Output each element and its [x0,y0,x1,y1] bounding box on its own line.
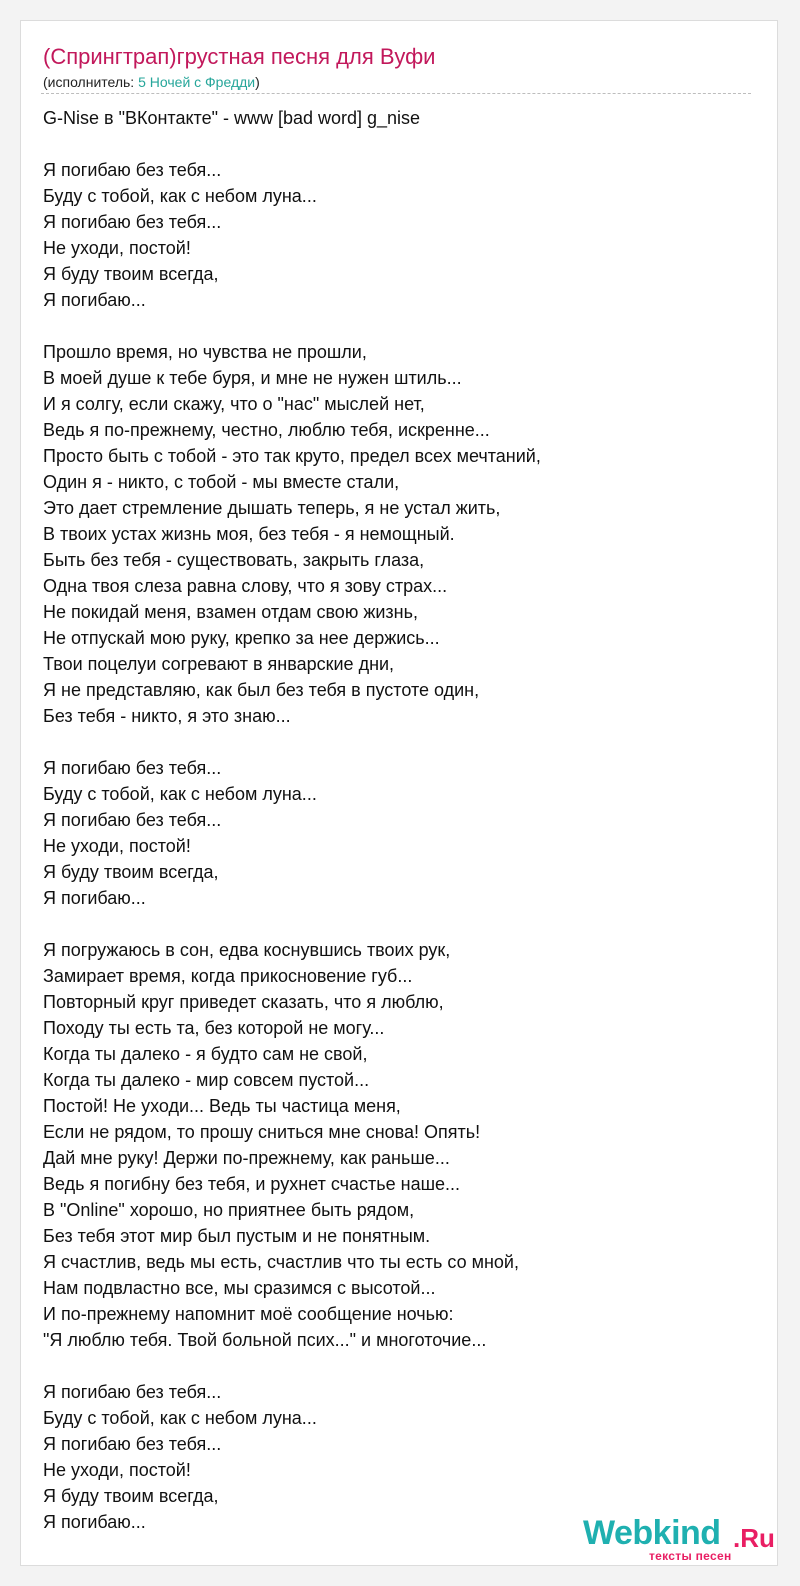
lyrics-line: Я погибаю... [43,290,146,310]
lyrics-line: Быть без тебя - существовать, закрыть глаза, [43,550,425,570]
lyrics-stanza [43,937,743,1353]
lyrics-line: "Я люблю тебя. Твой больной псих..." и многоточие... [43,1330,487,1350]
lyrics-stanza [43,157,743,313]
logo-tld-text: .Ru [733,1523,775,1553]
artist-prefix: (исполнитель: [43,74,139,90]
lyrics-line: Я погибаю... [43,888,146,908]
lyrics-line: Твои поцелуи согревают в январские дни, [43,654,395,674]
lyrics-line: Я буду твоим всегда, [43,1486,219,1506]
lyrics-line: В "Online" хорошо, но приятнее быть рядом, [43,1200,415,1220]
lyrics-line: Когда ты далеко - я будто сам не свой, [43,1044,368,1064]
logo-subtitle: тексты песен [649,1549,732,1563]
lyrics-stanza [43,1379,743,1535]
lyrics-line: Я не представляю, как был без тебя в пустоте один, [43,680,480,700]
song-title: (Спрингтрап)грустная песня для Вуфи [43,44,436,69]
lyrics-line: Без тебя этот мир был пустым и не понятным. [43,1226,431,1246]
lyrics-line: Не уходи, постой! [43,836,191,856]
lyrics-line: Постой! Не уходи... Ведь ты частица меня, [43,1096,401,1116]
lyrics-line: Походу ты есть та, без которой не могу... [43,1018,385,1038]
lyrics-line: Ведь я погибну без тебя, и рухнет счастье наше... [43,1174,461,1194]
lyrics-line: Когда ты далеко - мир совсем пустой... [43,1070,370,1090]
artist-suffix: ) [255,74,260,90]
artist-line [43,73,260,91]
title-divider [41,93,751,94]
lyrics-line: Дай мне руку! Держи по-прежнему, как раньше... [43,1148,450,1168]
lyrics-line: Замирает время, когда прикосновение губ... [43,966,413,986]
lyrics-line: Один я - никто, с тобой - мы вместе стали, [43,472,400,492]
lyrics-line: И я солгу, если скажу, что о "нас" мыслей нет, [43,394,425,414]
lyrics-line: Я погибаю без тебя... [43,1434,222,1454]
lyrics-line: Я буду твоим всегда, [43,862,219,882]
lyrics-line: Буду с тобой, как с небом луна... [43,186,317,206]
lyrics-line: Не покидай меня, взамен отдам свою жизнь, [43,602,418,622]
lyrics-stanza [43,105,743,131]
lyrics-line: И по-прежнему напомнит моё сообщение ночью: [43,1304,454,1324]
lyrics-stanza [43,755,743,911]
lyrics-line: В твоих устах жизнь моя, без тебя - я немощный. [43,524,455,544]
lyrics-line: Прошло время, но чувства не прошли, [43,342,367,362]
lyrics-line: Нам подвластно все, мы сразимся с высотой... [43,1278,436,1298]
lyrics-line: Буду с тобой, как с небом луна... [43,784,317,804]
lyrics-line: Буду с тобой, как с небом луна... [43,1408,317,1428]
lyrics-line: Не отпускай мою руку, крепко за нее держись... [43,628,440,648]
lyrics-line: Я погибаю... [43,1512,146,1532]
webkind-logo[interactable] [583,1513,773,1563]
lyrics-line: G-Nise в "ВКонтакте" - www [bad word] g_nise [43,108,421,128]
lyrics-stanza [43,339,743,729]
lyrics-line: Я погружаюсь в сон, едва коснувшись твоих рук, [43,940,451,960]
artist-link[interactable]: 5 Ночей с Фредди [138,74,256,90]
lyrics-line: Повторный круг приведет сказать, что я люблю, [43,992,444,1012]
lyrics-line: Я буду твоим всегда, [43,264,219,284]
lyrics-line: Просто быть с тобой - это так круто, предел всех мечтаний, [43,446,541,466]
lyrics-line: Я погибаю без тебя... [43,1382,222,1402]
lyrics-line: Я погибаю без тебя... [43,810,222,830]
lyrics-line: Ведь я по-прежнему, честно, люблю тебя, искренне... [43,420,490,440]
logo-main-text: Webkind [583,1514,721,1552]
lyrics-line: Я погибаю без тебя... [43,160,222,180]
lyrics-text [43,105,743,1535]
lyrics-line: Я погибаю без тебя... [43,758,222,778]
lyrics-line: Я погибаю без тебя... [43,212,222,232]
lyrics-line: Если не рядом, то прошу сниться мне снова! Опять! [43,1122,481,1142]
lyrics-line: В моей душе к тебе буря, и мне не нужен штиль... [43,368,462,388]
lyrics-line: Не уходи, постой! [43,238,191,258]
lyrics-line: Я счастлив, ведь мы есть, счастлив что ты есть со мной, [43,1252,519,1272]
lyrics-line: Не уходи, постой! [43,1460,191,1480]
lyrics-line: Без тебя - никто, я это знаю... [43,706,291,726]
lyrics-line: Это дает стремление дышать теперь, я не устал жить, [43,498,501,518]
lyrics-card [20,20,778,1566]
lyrics-line: Одна твоя слеза равна слову, что я зову страх... [43,576,448,596]
